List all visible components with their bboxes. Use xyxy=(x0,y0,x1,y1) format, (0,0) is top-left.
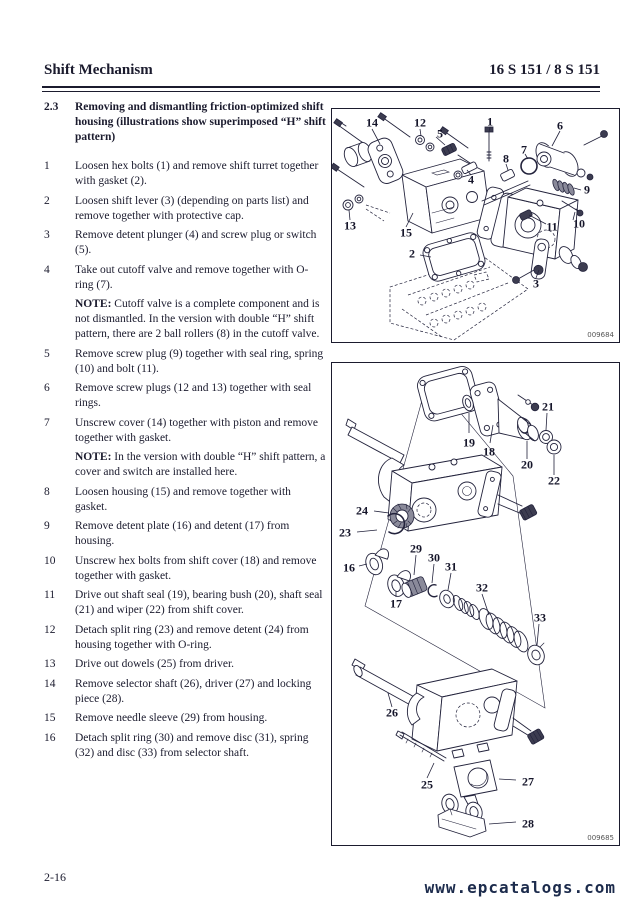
figure-shift-turret-exploded xyxy=(331,108,620,343)
part-callout-18: 18 xyxy=(483,444,495,459)
part-callout-20: 20 xyxy=(521,457,533,472)
part-callout-21: 21 xyxy=(542,399,554,414)
note-step-7 xyxy=(44,450,326,480)
step-2 xyxy=(44,194,326,224)
step-number: 14 xyxy=(44,677,56,690)
step-number: 4 xyxy=(44,263,50,276)
website-link[interactable]: www.epcatalogs.com xyxy=(424,878,616,897)
step-number: 11 xyxy=(44,589,56,601)
part-callout-3: 3 xyxy=(533,276,539,291)
part-callout-23: 23 xyxy=(339,525,351,540)
step-number: 7 xyxy=(44,416,50,429)
part-callout-25: 25 xyxy=(421,777,433,792)
part-callout-6: 6 xyxy=(557,118,563,133)
note-label: NOTE: xyxy=(75,451,112,463)
step-11 xyxy=(44,588,326,618)
part-callout-8: 8 xyxy=(503,151,509,166)
page-title: Shift Mechanism xyxy=(44,62,153,78)
step-text: Remove screw plug (9) together with seal ring, spring (10) and bolt (11). xyxy=(75,347,324,375)
step-number: 6 xyxy=(44,382,50,394)
instruction-column xyxy=(44,100,326,765)
step-number: 8 xyxy=(44,485,50,498)
figure-shift-housing-exploded xyxy=(331,362,620,846)
figure-number: 009685 xyxy=(587,834,614,842)
part-callout-19: 19 xyxy=(463,435,475,450)
note-label: NOTE: xyxy=(75,298,112,310)
step-3 xyxy=(44,228,326,258)
part-callout-26: 26 xyxy=(386,705,398,720)
step-15 xyxy=(44,711,326,726)
part-callout-28: 28 xyxy=(522,816,534,831)
step-text: Remove detent plunger (4) and screw plug or switch (5). xyxy=(75,229,317,256)
step-text: Drive out dowels (25) from driver. xyxy=(75,658,235,670)
step-text: Loosen housing (15) and remove together with gasket. xyxy=(75,485,291,513)
part-callout-9: 9 xyxy=(584,182,590,197)
model-designation: 16 S 151 / 8 S 151 xyxy=(489,62,600,78)
step-text: Loosen hex bolts (1) and remove shift turret together with gasket (2). xyxy=(75,160,319,187)
step-number: 13 xyxy=(44,658,56,670)
part-callout-32: 32 xyxy=(476,580,488,595)
step-12 xyxy=(44,623,326,653)
step-4 xyxy=(44,263,326,293)
part-callout-1: 1 xyxy=(487,114,493,129)
part-callout-22: 22 xyxy=(548,473,560,488)
step-text: Take out cutoff valve and remove together with O-ring (7). xyxy=(75,263,309,291)
part-callout-31: 31 xyxy=(445,559,457,574)
step-number: 12 xyxy=(44,623,56,636)
step-number: 5 xyxy=(44,347,50,360)
part-callout-10: 10 xyxy=(573,216,585,231)
step-16 xyxy=(44,731,326,761)
step-text: Detach split ring (23) and remove detent (24) from housing together with O-ring. xyxy=(75,623,309,651)
step-text: Drive out shaft seal (19), bearing bush (20), shaft seal (21) and wiper (22) from shift cover. xyxy=(75,589,323,616)
step-7 xyxy=(44,416,326,446)
step-text: Remove detent plate (16) and detent (17) from housing. xyxy=(75,520,290,547)
step-number: 10 xyxy=(44,554,56,567)
part-callout-33: 33 xyxy=(534,610,546,625)
step-text: Unscrew cover (14) together with piston and remove together with gasket. xyxy=(75,416,319,444)
step-number: 2 xyxy=(44,194,50,207)
step-10 xyxy=(44,554,326,584)
part-callout-27: 27 xyxy=(522,774,534,789)
step-8 xyxy=(44,485,326,515)
step-number: 9 xyxy=(44,520,50,532)
part-callout-4: 4 xyxy=(468,172,474,187)
header-divider xyxy=(42,86,600,92)
part-callout-11: 11 xyxy=(546,219,558,234)
step-number: 16 xyxy=(44,731,56,744)
step-text: Remove screw plugs (12 and 13) together with seal rings. xyxy=(75,382,312,409)
part-callout-14: 14 xyxy=(366,115,378,130)
part-callout-24: 24 xyxy=(356,503,368,518)
exploded-view-drawing-2 xyxy=(332,363,619,845)
step-6 xyxy=(44,381,326,411)
step-1 xyxy=(44,159,326,189)
step-text: Remove needle sleeve (29) from housing. xyxy=(75,712,268,724)
page-number: 2-16 xyxy=(44,870,66,884)
section-number: 2.3 xyxy=(44,101,59,113)
step-text: Detach split ring (30) and remove disc (31), spring (32) and disc (33) from selector shaft. xyxy=(75,731,309,759)
step-text: Unscrew hex bolts from shift cover (18) and remove together with gasket. xyxy=(75,554,317,582)
step-9 xyxy=(44,519,326,549)
part-callout-30: 30 xyxy=(428,550,440,565)
part-callout-17: 17 xyxy=(390,596,402,611)
part-callout-16: 16 xyxy=(343,560,355,575)
note-text: Cutoff valve is a complete component and is not dismantled. In the version with double “H” shift pattern, there are 2 ball rollers (8) in the cutoff valve. xyxy=(75,298,320,340)
step-14 xyxy=(44,677,326,707)
step-number: 1 xyxy=(44,160,50,172)
part-callout-13: 13 xyxy=(344,218,356,233)
note-text: In the version with double “H” shift pattern, a cover and switch are installed here. xyxy=(75,451,326,478)
figure-number: 009684 xyxy=(587,331,614,339)
step-number: 3 xyxy=(44,229,50,241)
note-step-4 xyxy=(44,297,326,342)
section-title: Removing and dismantling friction-optimized shift housing (illustrations show superimposed “H” shift pattern) xyxy=(75,101,326,143)
part-callout-12: 12 xyxy=(414,115,426,130)
part-callout-29: 29 xyxy=(410,541,422,556)
step-5 xyxy=(44,347,326,377)
part-callout-7: 7 xyxy=(521,142,527,157)
step-13 xyxy=(44,657,326,672)
section-heading xyxy=(44,100,326,145)
step-number: 15 xyxy=(44,712,56,724)
part-callout-15: 15 xyxy=(400,225,412,240)
part-callout-2: 2 xyxy=(409,246,415,261)
step-text: Remove selector shaft (26), driver (27) and locking piece (28). xyxy=(75,677,312,705)
step-text: Loosen shift lever (3) (depending on parts list) and remove together with protective cap. xyxy=(75,194,309,222)
part-callout-5: 5 xyxy=(437,126,443,141)
